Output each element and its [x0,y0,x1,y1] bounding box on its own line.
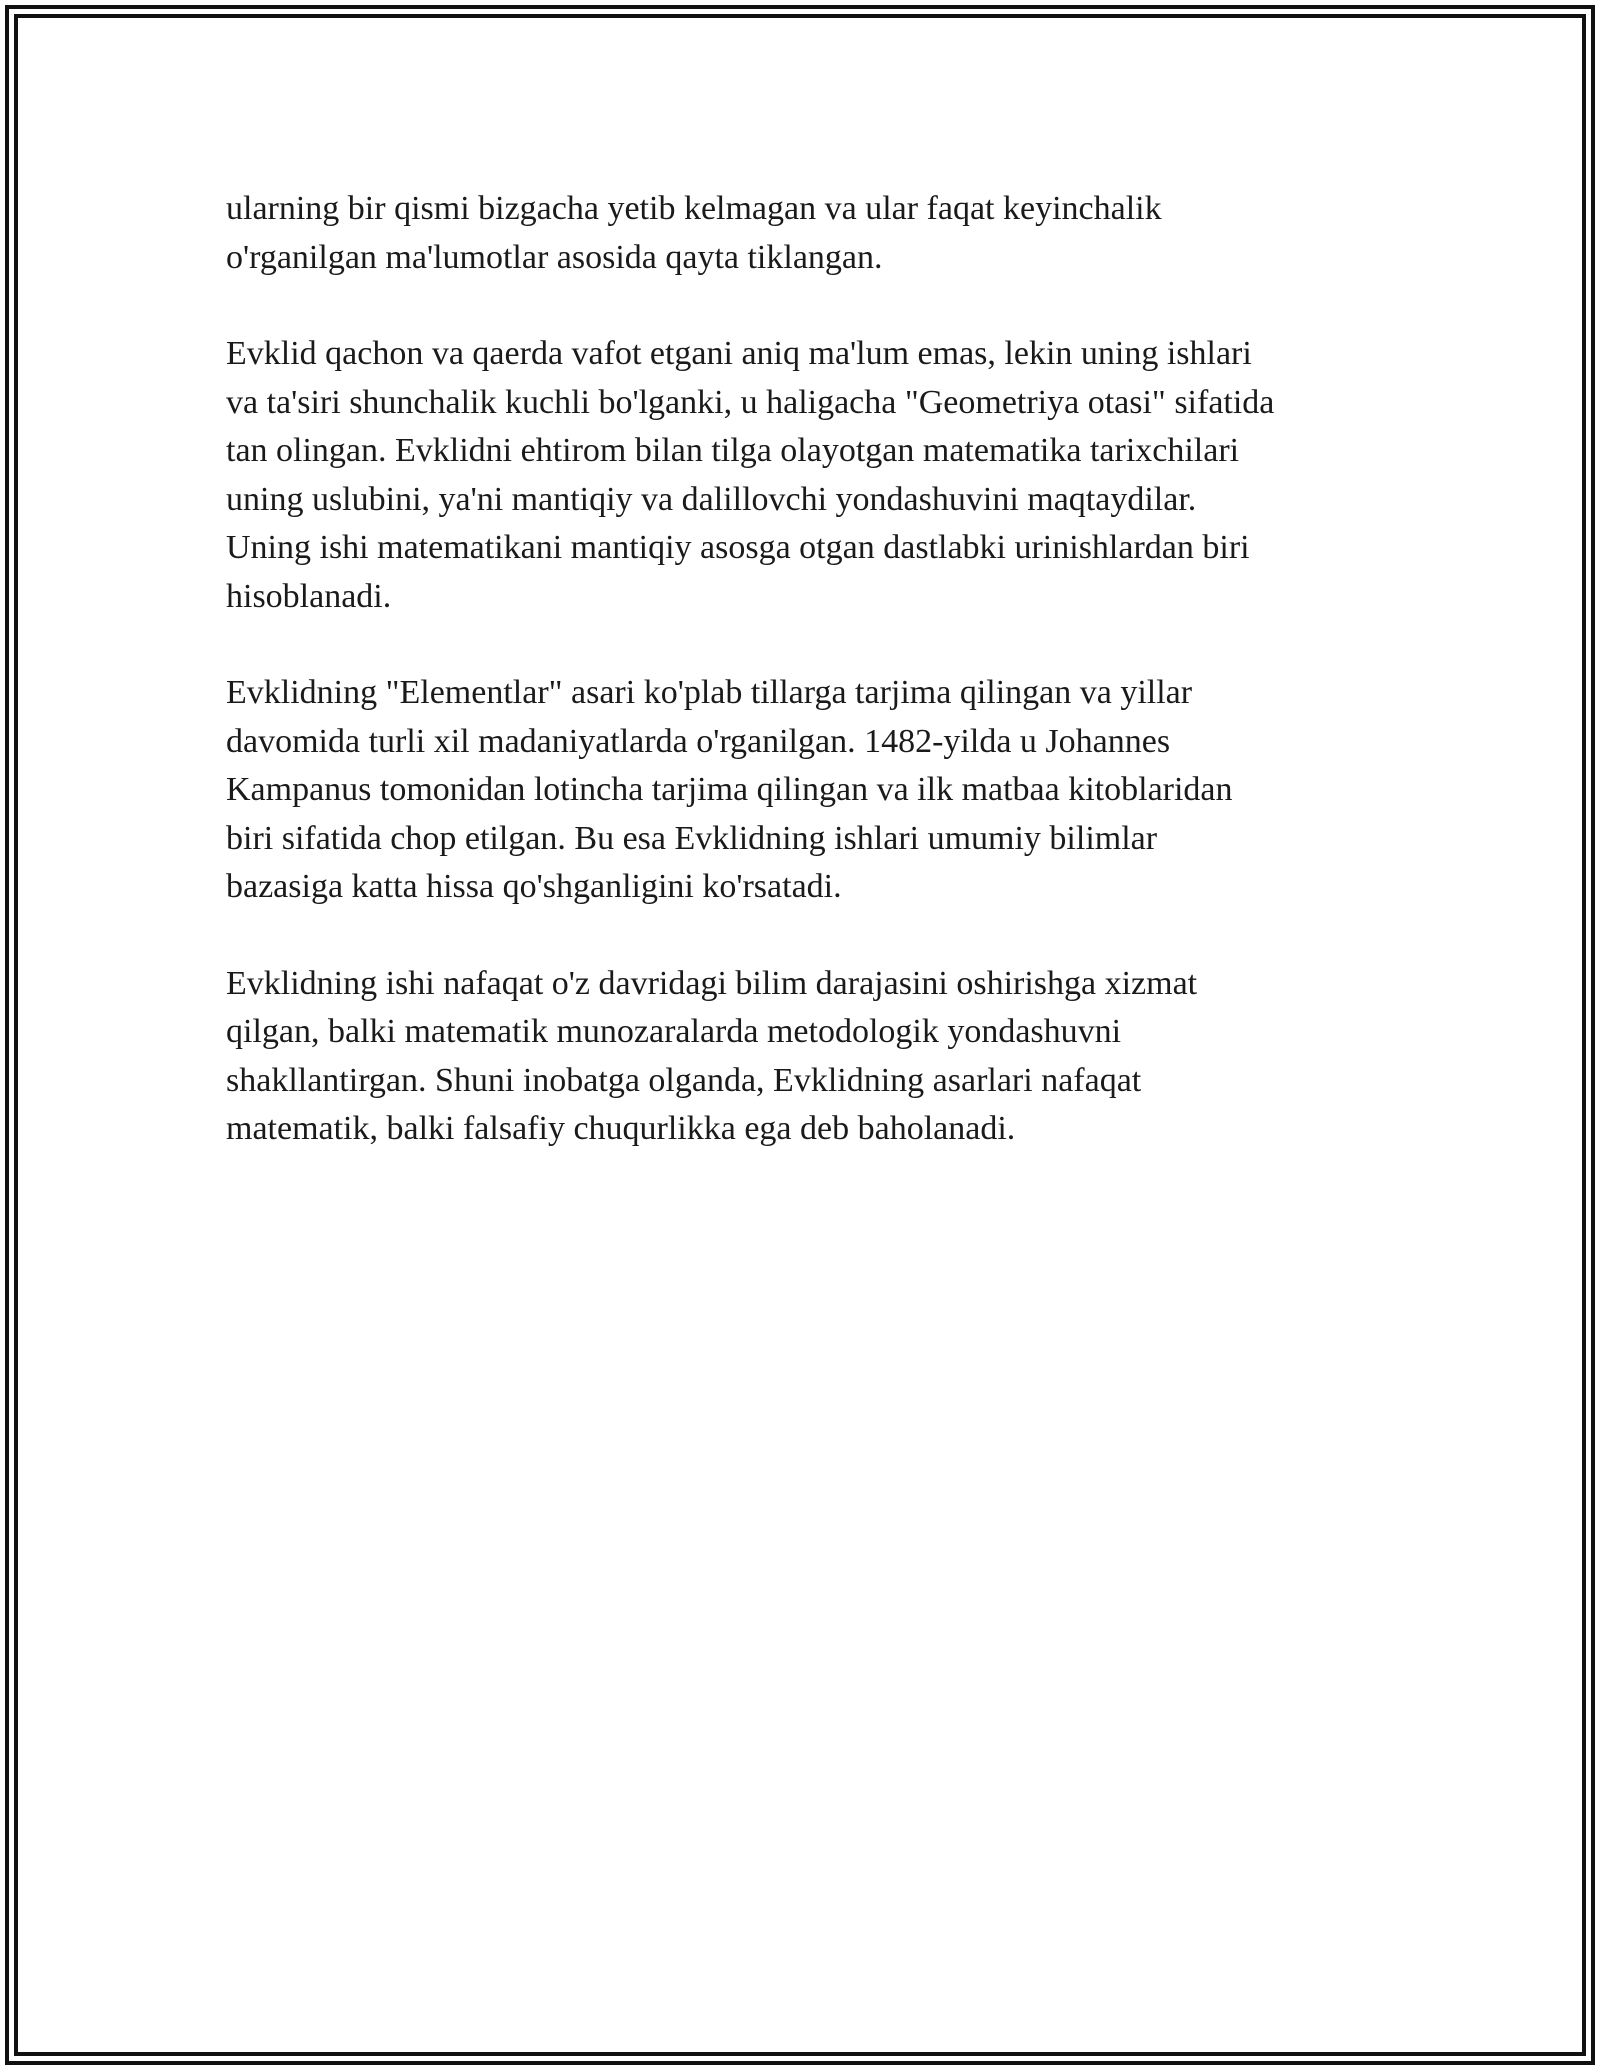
document-body [226,185,1396,1202]
text-line: qilgan, balki matematik munozaralarda metodologik yondashuvni [226,1013,1122,1050]
text-line: biri sifatida chop etilgan. Bu esa Evklidning ishlari umumiy bilimlar [226,819,1158,857]
text-line: Evklidning ishi nafaqat o'z davridagi bilim darajasini oshirishga xizmat [226,964,1198,1002]
paragraph-1 [226,185,1396,282]
text-line: shakllantirgan. Shuni inobatga olganda, Evklidning asarlari nafaqat [226,1061,1142,1099]
text-line: davomida turli xil madaniyatlarda o'rganilgan. 1482-yilda u Johannes [226,722,1171,760]
text-line: hisoblanadi. [226,577,392,615]
text-line: Uning ishi matematikani mantiqiy asosga otgan dastlabki urinishlardan biri [226,529,1250,566]
paragraph-3 [226,669,1396,912]
text-line: matematik, balki falsafiy chuqurlikka ega deb baholanadi. [226,1110,1016,1147]
text-line: Kampanus tomonidan lotincha tarjima qilingan va ilk matbaa kitoblaridan [226,771,1233,808]
text-line: bazasiga katta hissa qo'shganligini ko'rsatadi. [226,868,842,905]
text-line: tan olingan. Evklidni ehtirom bilan tilga olayotgan matematika tarixchilari [226,432,1240,469]
paragraph-4 [226,960,1396,1154]
text-line: uning uslubini, ya'ni mantiqiy va dalillovchi yondashuvini maqtaydilar. [226,480,1197,518]
paragraph-2 [226,330,1396,621]
text-line: ularning bir qismi bizgacha yetib kelmagan va ular faqat keyinchalik [226,190,1162,227]
text-line: o'rganilgan ma'lumotlar asosida qayta tiklangan. [226,238,883,276]
text-line: Evklidning "Elementlar" asari ko'plab tillarga tarjima qilingan va yillar [226,674,1193,711]
text-line: va ta'siri shunchalik kuchli bo'lganki, u haligacha "Geometriya otasi" sifatida [226,383,1275,421]
text-line: Evklid qachon va qaerda vafot etgani aniq ma'lum emas, lekin uning ishlari [226,335,1252,372]
